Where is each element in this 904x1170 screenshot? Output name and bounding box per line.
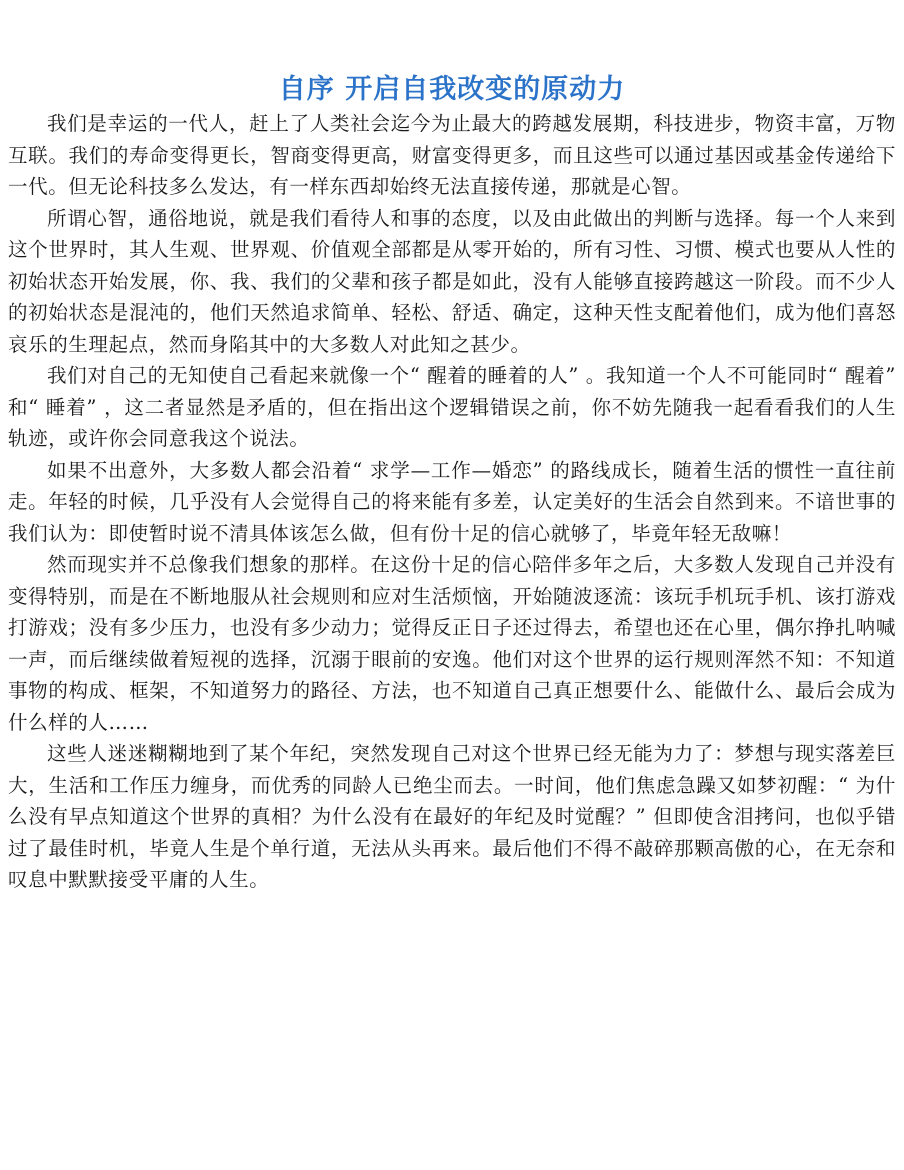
page-title: 自序 开启自我改变的原动力 <box>278 74 626 106</box>
paragraph-2: 所谓心智，通俗地说，就是我们看待人和事的态度，以及由此做出的判断与选择。每一个人来到这个世界时，其人生观、世界观、价值观全部都是从零开始的，所有习性、习惯、模式也要从人性的初始状态开始发展，你、我、我们的父辈和孩子都是如此，没有人能够直接跨越这一阶段。而不少人的初始状态是混沌的，他们天然追求简单、轻松、舒适、确定，这种天性支配着他们，成为他们喜怒哀乐的生理起点，然而身陷其中的大多数人对此知之甚少。 <box>8 206 896 356</box>
paragraph-5: 然而现实并不总像我们想象的那样。在这份十足的信心陪伴多年之后，大多数人发现自己并没有变得特别，而是在不断地服从社会规则和应对生活烦恼，开始随波逐流：该玩手机玩手机、该打游戏打游戏；没有多少压力，也没有多少动力；觉得反正日子还过得去，希望也还在心里，偶尔挣扎呐喊一声，而后继续做着短视的选择，沉溺于眼前的安逸。他们对这个世界的运行规则浑然不知：不知道事物的构成、框架，不知道努力的路径、方法，也不知道自己真正想要什么、能做什么、最后会成为什么样的人…… <box>8 553 896 734</box>
paragraph-3: 我们对自己的无知使自己看起来就像一个“ 醒着的睡着的人” 。我知道一个人不可能同时“ 醒着” 和“ 睡着” ，这二者显然是矛盾的，但在指出这个逻辑错误之前，你不妨先随我一起看看我们的人生轨迹，或许你会同意我这个说法。 <box>8 364 896 450</box>
paragraph-4: 如果不出意外，大多数人都会沿着“ 求学—工作—婚恋” 的路线成长，随着生活的惯性一直往前走。年轻的时候，几乎没有人会觉得自己的将来能有多差，认定美好的生活会自然到来。不谙世事的我们认为：即使暂时说不清具体该怎么做，但有份十足的信心就够了，毕竟年轻无敌嘛！ <box>8 458 896 545</box>
paragraph-1: 我们是幸运的一代人，赶上了人类社会迄今为止最大的跨越发展期，科技进步，物资丰富，万物互联。我们的寿命变得更长，智商变得更高，财富变得更多，而且这些可以通过基因或基金传递给下一代。但无论科技多么发达，有一样东西却始终无法直接传递，那就是心智。 <box>8 112 896 198</box>
document-body <box>8 108 896 896</box>
paragraph-6: 这些人迷迷糊糊地到了某个年纪，突然发现自己对这个世界已经无能为力了：梦想与现实落差巨大，生活和工作压力缠身，而优秀的同龄人已绝尘而去。一时间，他们焦虑急躁又如梦初醒：“ 为什么没有早点知道这个世界的真相？为什么没有在最好的年纪及时觉醒？” 但即使含泪拷问，也似乎错过了最佳时机，毕竟人生是个单行道，无法从头再来。最后他们不得不敲碎那颗高傲的心，在无奈和叹息中默默接受平庸的人生。 <box>8 742 896 891</box>
